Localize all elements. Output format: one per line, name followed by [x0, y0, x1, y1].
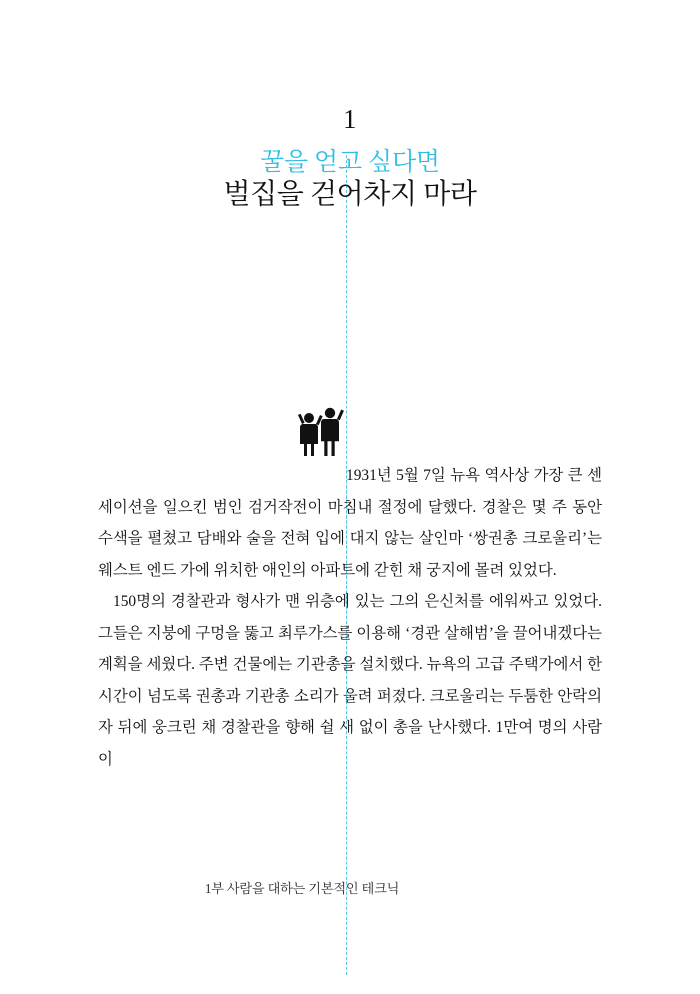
chapter-number: 1 [343, 104, 357, 134]
two-people-silhouette-icon [294, 396, 350, 456]
chapter-title-line-1: 꿀을 얻고 싶다면 [260, 149, 440, 176]
chapter-title-line-2: 벌집을 걷어차지 마라 [223, 179, 477, 210]
body-text [98, 460, 602, 775]
paragraph: 1931년 5월 7일 뉴욕 역사상 가장 큰 센세이션을 일으킨 범인 검거작전이 마침내 절정에 달했다. 경찰은 몇 주 동안 수색을 펼쳤고 담배와 술을 전혀 입에 대지 않는 살인마 ‘쌍권총 크로울리’는 웨스트 엔드 가에 위치한 애인의 아파트에 갇힌 채 궁지에 몰려 있었다. [98, 467, 602, 579]
paragraph: 150명의 경찰관과 형사가 맨 위층에 있는 그의 은신처를 에워싸고 있었다. 그들은 지붕에 구멍을 뚫고 최루가스를 이용해 ‘경관 살해범’을 끌어내겠다는 계획을 세웠다. 주변 건물에는 기관총을 설치했다. 뉴욕의 고급 주택가에서 한 시간이 넘도록 권총과 기관총 소리가 울려 퍼졌다. 크로울리는 두툼한 안락의자 뒤에 웅크린 채 경찰관을 향해 쉴 새 없이 총을 난사했다. 1만여 명의 사람이 [98, 593, 602, 768]
page-footer: 1부 사람을 대하는 기본적인 테크닉 [204, 881, 400, 896]
